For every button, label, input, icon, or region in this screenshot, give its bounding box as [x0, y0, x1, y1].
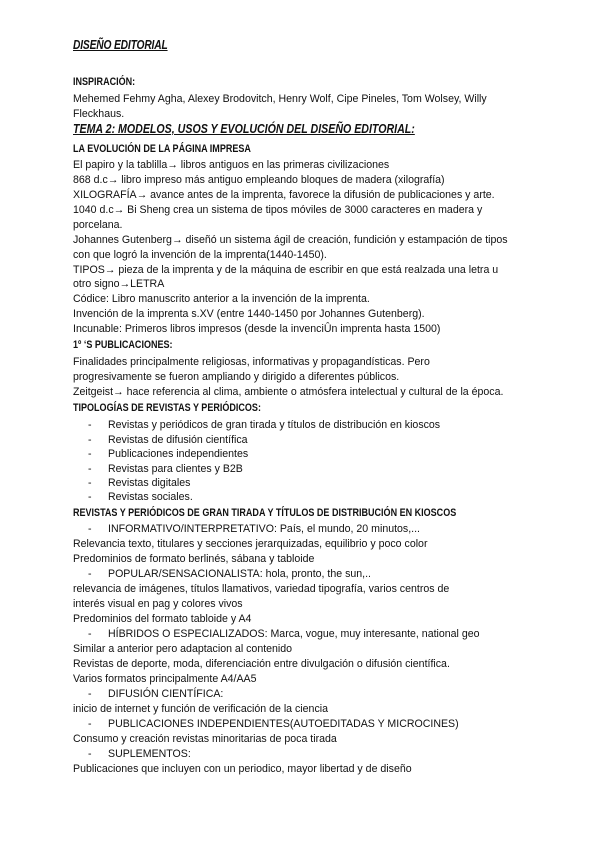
evolucion-line: 1040 d.c→ Bi Sheng crea un sistema de tipos móviles de 3000 caracteres en madera y — [73, 204, 483, 216]
evolucion-line: Códice: Libro manuscrito anterior a la invención de la imprenta. — [73, 293, 370, 305]
list-item-text: Revistas de difusión científica — [108, 434, 248, 446]
bullet-dash: - — [88, 718, 92, 730]
bullet-dash: - — [88, 568, 92, 580]
bullet-dash: - — [88, 748, 92, 760]
evolucion-line: Invención de la imprenta s.XV (entre 1440-1450 por Johannes Gutenberg). — [73, 308, 425, 320]
list-item-text: DIFUSIÓN CIENTÍFICA: — [108, 688, 224, 700]
list-subline: inicio de internet y función de verificación de la ciencia — [73, 703, 328, 715]
inspiracion-line: Fleckhaus. — [73, 108, 125, 120]
list-item-text: Revistas digitales — [108, 477, 191, 489]
evolucion-line: El papiro y la tablilla→ libros antiguos en las primeras civilizaciones — [73, 159, 390, 171]
evolucion-line: Johannes Gutenberg→ diseñó un sistema ágil de creación, fundición y estampación de tipos — [73, 234, 508, 246]
bullet-dash: - — [88, 463, 92, 475]
evolucion-line: 868 d.c→ libro impreso más antiguo empleando bloques de madera (xilografía) — [73, 174, 445, 186]
publicaciones-line: Finalidades principalmente religiosas, informativas y propagandísticas. Pero — [73, 356, 430, 368]
bullet-dash: - — [88, 477, 92, 489]
list-subline: Varios formatos principalmente A4/AA5 — [73, 673, 257, 685]
list-subline: Predominios de formato berlinés, sábana y tabloide — [73, 553, 315, 565]
publicaciones-heading: 1º ‘S PUBLICACIONES: — [73, 339, 173, 351]
bullet-dash: - — [88, 448, 92, 460]
list-subline: Publicaciones que incluyen con un periodico, mayor libertad y de diseño — [73, 763, 412, 775]
inspiracion-line: Mehemed Fehmy Agha, Alexey Brodovitch, Henry Wolf, Cipe Pineles, Tom Wolsey, Willy — [73, 93, 487, 105]
list-item-text: Publicaciones independientes — [108, 448, 249, 460]
gran-tirada-heading: REVISTAS Y PERIÓDICOS DE GRAN TIRADA Y TÍTULOS DE DISTRIBUCIÓN EN KIOSCOS — [73, 507, 457, 519]
list-subline: Revistas de deporte, moda, diferenciación entre divulgación o difusión científica. — [73, 658, 450, 670]
tema-heading: TEMA 2: MODELOS, USOS Y EVOLUCIÓN DEL DISEÑO EDITORIAL: — [73, 122, 415, 136]
bullet-dash: - — [88, 688, 92, 700]
list-subline: Similar a anterior pero adaptacion al contenido — [73, 643, 293, 655]
list-item-text: SUPLEMENTOS: — [108, 748, 191, 760]
evolucion-line: Incunable: Primeros libros impresos (desde la invenciÛn imprenta hasta 1500) — [73, 323, 441, 335]
list-subline: Consumo y creación revistas minoritarias de poca tirada — [73, 733, 337, 745]
evolucion-line: otro signo→LETRA — [73, 278, 165, 290]
list-item-text: INFORMATIVO/INTERPRETATIVO: País, el mundo, 20 minutos,... — [108, 523, 421, 535]
list-item-text: PUBLICACIONES INDEPENDIENTES(AUTOEDITADAS Y MICROCINES) — [108, 718, 459, 730]
bullet-dash: - — [88, 523, 92, 535]
publicaciones-line: progresivamente se fueron ampliando y dirigido a diferentes públicos. — [73, 371, 400, 383]
publicaciones-line: Zeitgeist→ hace referencia al clima, ambiente o atmósfera intelectual y cultural de la época. — [73, 386, 504, 398]
tipologias-heading: TIPOLOGÍAS DE REVISTAS Y PERIÓDICOS: — [73, 402, 261, 414]
bullet-dash: - — [88, 491, 92, 503]
evolucion-line: porcelana. — [73, 219, 123, 231]
bullet-dash: - — [88, 628, 92, 640]
list-subline: relevancia de imágenes, títulos llamativos, variedad tipografía, varios centros de — [73, 583, 450, 595]
evolucion-line: TIPOS→ pieza de la imprenta y de la máquina de escribir en que está realzada una letra u — [73, 264, 499, 276]
list-item-text: Revistas y periódicos de gran tirada y títulos de distribución en kioscos — [108, 419, 441, 431]
inspiracion-heading: INSPIRACIÓN: — [73, 76, 136, 88]
list-item-text: HÍBRIDOS O ESPECIALIZADOS: Marca, vogue, muy interesante, national geo — [108, 628, 480, 640]
list-subline: interés visual en pag y colores vivos — [73, 598, 243, 610]
evolucion-line: con que logró la invención de la imprenta(1440-1450). — [73, 249, 327, 261]
evolucion-heading: LA EVOLUCIÓN DE LA PÁGINA IMPRESA — [73, 143, 251, 155]
evolucion-line: XILOGRAFÍA→ avance antes de la imprenta, favorece la difusión de publicaciones y arte. — [73, 189, 495, 201]
bullet-dash: - — [88, 419, 92, 431]
list-item-text: Revistas para clientes y B2B — [108, 463, 243, 475]
bullet-dash: - — [88, 434, 92, 446]
list-subline: Relevancia texto, titulares y secciones jerarquizadas, equilibrio y poco color — [73, 538, 428, 550]
list-item-text: Revistas sociales. — [108, 491, 193, 503]
list-subline: Predominios del formato tabloide y A4 — [73, 613, 252, 625]
list-item-text: POPULAR/SENSACIONALISTA: hola, pronto, the sun,.. — [108, 568, 371, 580]
document-title: DISEÑO EDITORIAL — [73, 38, 168, 52]
